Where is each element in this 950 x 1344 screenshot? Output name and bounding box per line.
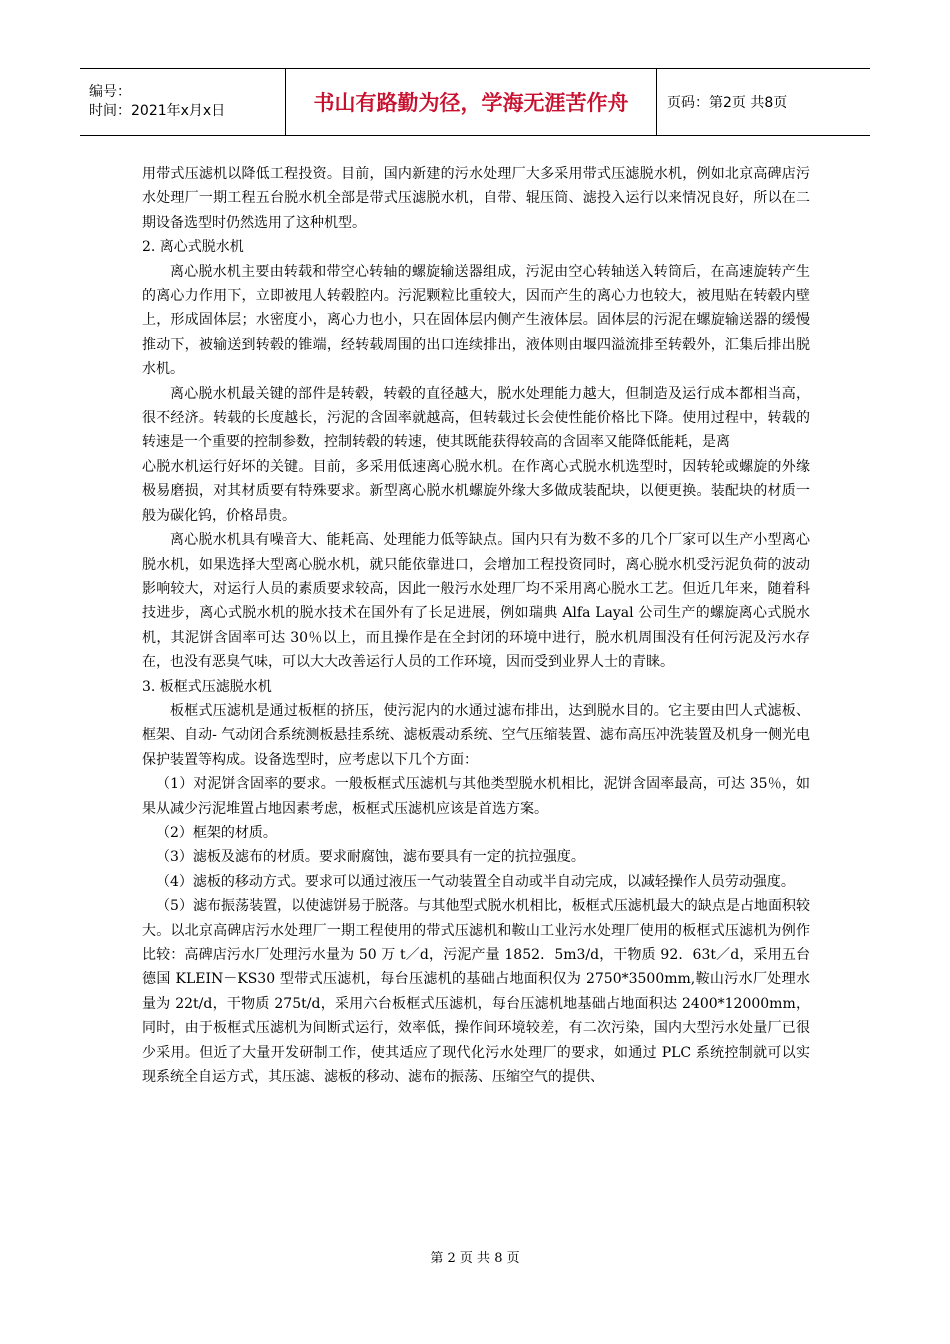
section-heading-plate-frame: 3. 板框式压滤脱水机	[142, 678, 272, 695]
page-footer: 第 2 页 共 8 页	[430, 1251, 520, 1266]
paragraph: 离心脱水机最关键的部件是转毂，转毂的直径越大，脱水处理能力越大，但制造及运行成本都相当高，很不经济。转载的长度越长，污泥的含固率就越高，但转载过长会使性能价格比下降。使用过程中，转载的转速是一个重要的控制参数，控制转毂的转速，使其既能获得较高的含固率又能降低能耗，是离	[142, 385, 810, 451]
doc-number-label: 编号：	[89, 84, 131, 100]
header-motto: 书山有路勤为径，学海无涯苦作舟	[286, 69, 657, 135]
list-item: （1）对泥饼含固率的要求。一般板框式压滤机与其他类型脱水机相比，泥饼含固率最高，可达 35％，如果从减少污泥堆置占地因素考虑，板框式压滤机应该是首选方案。	[142, 776, 810, 817]
paragraph: 用带式压滤机以降低工程投资。目前，国内新建的污水处理厂大多采用带式压滤脱水机，例如北京高碑店污水处理厂一期工程五台脱水机全部是带式压滤脱水机，自带、辊压筒、滤投入运行以来情况良好，所以在二期设备选型时仍然选用了这种机型。	[142, 166, 810, 231]
list-item: （3）滤板及滤布的材质。要求耐腐蚀，滤布要具有一定的抗拉强度。	[156, 849, 585, 866]
header-meta	[80, 69, 286, 135]
page-header	[80, 68, 870, 136]
list-item: （5）滤布振荡装置，以使滤饼易于脱落。与其他型式脱水机相比，板框式压滤机最大的缺点是占地面积较大。以北京高碑店污水处理厂一期工程使用的带式压滤机和鞍山工业污水处理厂使用的板框式压滤机为例作比较：高碑店污水厂处理污水量为 50 万 t／d，污泥产量 1852．5m3/d，干物质 92．63t／d，采用五台德国 KLEIN－KS30 型带式压滤机，每台压滤机的基础占地面积仅为 2750*3500mm,鞍山污水厂处理水量为 22t/d，干物质 275t/d，采用六台板框式压滤机，每台压滤机地基础占地面积达 2400*12000mm，同时，由于板框式压滤机为间断式运行，效率低，操作间环境较差，有二次污染，国内大型污水处量厂已很少采用。但近了大量开发研制工作，使其适应了现代化污水处理厂的要求，如通过 PLC 系统控制就可以实现系统全自运方式，其压滤、滤板的移动、滤布的振荡、压缩空气的提供、	[142, 898, 810, 1086]
section-heading-centrifuge: 2. 离心式脱水机	[142, 239, 244, 256]
list-item: （4）滤板的移动方式。要求可以通过液压一气动装置全自动或半自动完成，以减轻操作人员劳动强度。	[156, 873, 795, 890]
list-item: （2）框架的材质。	[156, 824, 277, 841]
paragraph: 离心脱水机主要由转载和带空心转轴的螺旋输送器组成，污泥由空心转轴送入转筒后，在高速旋转产生的离心力作用下，立即被甩人转毂腔内。污泥颗粒比重较大，因而产生的离心力也较大，被甩贴在转毂内壁上，形成固体层；水密度小，离心力也小，只在固体层内侧产生液体层。固体层的污泥在螺旋输送器的缓慢推动下，被输送到转毂的锥端，经转载周围的出口连续排出，液体则由堰四溢流排至转毂外，汇集后排出脱水机。	[142, 263, 810, 378]
paragraph: 心脱水机运行好坏的关键。目前，多采用低速离心脱水机。在作离心式脱水机选型时，因转轮或螺旋的外缘极易磨损，对其材质要有特殊要求。新型离心脱水机螺旋外缘大多做成装配块，以便更换。装配块的材质一般为碳化钨，价格昂贵。	[142, 458, 810, 524]
header-page-number: 页码：第2页 共8页	[667, 95, 788, 111]
paragraph: 离心脱水机具有噪音大、能耗高、处理能力低等缺点。国内只有为数不多的几个厂家可以生产小型离心脱水机，如果选择大型离心脱水机，就只能依靠进口，会增加工程投资同时，离心脱水机受污泥负荷的波动影响较大，对运行人员的素质要求较高，因此一般污水处理厂均不采用离心脱水工艺。但近几年来，随着科技进步，离心式脱水机的脱水技术在国外有了长足进展，例如瑞典 Alfa Layal 公司生产的螺旋离心式脱水机，其泥饼含固率可达 30％以上，而且操作是在全封闭的环境中进行，脱水机周围没有任何污泥及污水存在，也没有恶臭气味，可以大大改善运行人员的工作环境，因而受到业界人士的青睐。	[142, 532, 810, 671]
paragraph: 板框式压滤机是通过板框的挤压，使污泥内的水通过滤布排出，达到脱水目的。它主要由凹人式滤板、框架、自动- 气动闭合系统测板悬挂系统、滤板震动系统、空气压缩装置、滤布高压冲洗装置及机身一侧光电保护装置等构成。设备选型时，应考虑以下几个方面：	[142, 702, 810, 768]
document-body	[142, 162, 810, 1089]
doc-time-label: 时间：2021年x月x日	[89, 103, 226, 119]
